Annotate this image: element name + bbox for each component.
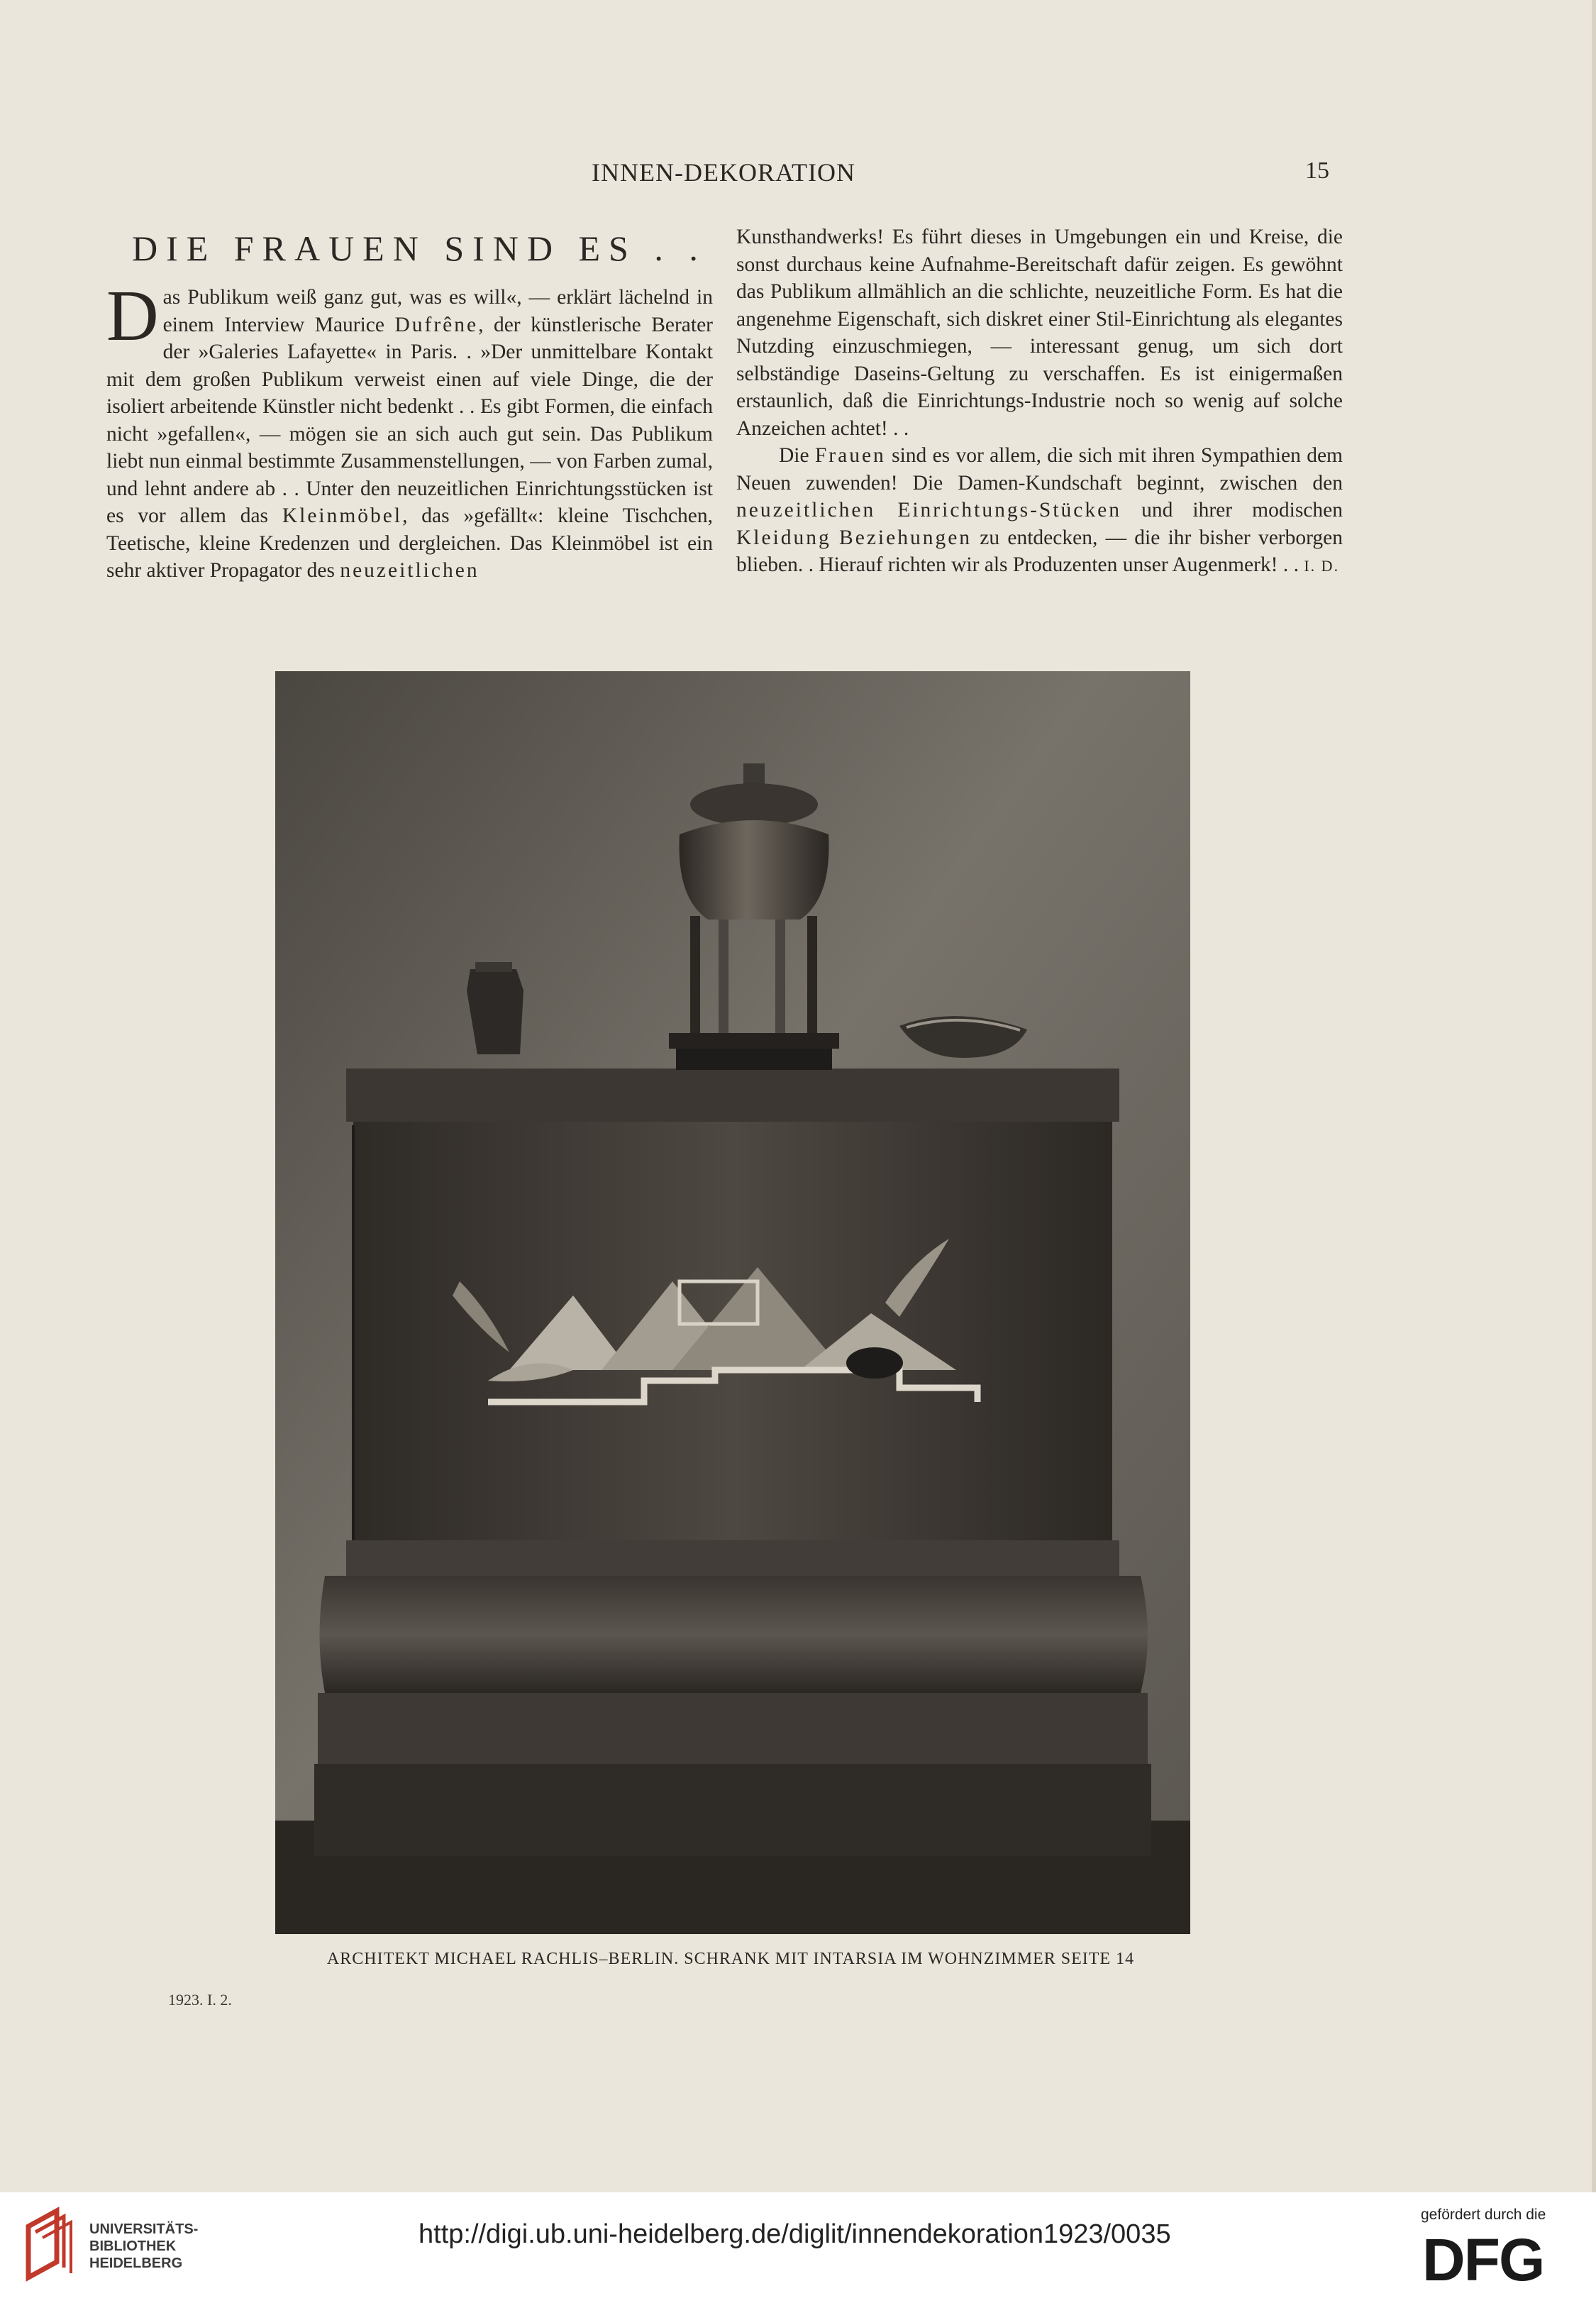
emphasis-kleinmoebel: Kleinmöbel <box>282 504 403 527</box>
article-paragraph: Die Frauen sind es vor allem, die sich mit ihren Sympathien dem Neuen zuwenden! Die Damen-Kundschaft beginnt, zwischen den neuzeitlichen Einrichtungs-Stücken und ihrer modischen Kleidung Beziehungen zu entdecken, — die ihr bisher verborgen blieben. . Hierauf richten wir als Produzenten unser Augenmerk! . . I. D. <box>736 444 1343 576</box>
university-library-logo[interactable] <box>14 2205 79 2287</box>
photo-plate-cabinet <box>275 671 1190 1934</box>
cabinet-photograph <box>275 671 1190 1934</box>
plate-caption: ARCHITEKT MICHAEL RACHLIS–BERLIN. SCHRANK MIT INTARSIA IM WOHNZIMMER SEITE 14 <box>326 1950 1135 1968</box>
emphasis-neuzeitlichen: neuzeitlichen <box>340 559 480 582</box>
emphasis-einrichtungs: neuzeitlichen Einrichtungs-Stücken <box>736 499 1121 521</box>
article-column-right <box>736 223 1343 580</box>
emphasis-kleidung: Kleidung <box>736 526 831 549</box>
page-number: 15 <box>1305 158 1329 184</box>
emphasis-beziehungen: Beziehungen <box>839 526 972 549</box>
drop-cap: D <box>106 276 159 356</box>
article-paragraph: Das Publikum weiß ganz gut, was es will«, — erklärt lächelnd in einem Interview Maurice Dufrêne, der künstlerische Berater der »Galeries Lafayette« in Paris. . »Der unmittelbare Kontakt mit dem großen Publikum verweist einen auf viele Dinge, die der isoliert arbeitende Künstler nicht bedenkt . . Es gibt Formen, die einfach nicht »gefallen«, — mögen sie an sich auch gut sein. Das Publikum liebt nun einmal bestimmte Zusammenstellungen, — von Farben zumal, und lehnt andere ab . . Unter den neuzeitlichen Einrichtungsstücken ist es vor allem das Kleinmöbel, das »gefällt«: kleine Tischchen, Teetische, kleine Kredenzen und dergleichen. Das Kleinmöbel ist ein sehr aktiver Propagator des neuzeitlichen <box>106 276 714 582</box>
emphasis-name: Dufrêne <box>394 313 479 336</box>
dfg-logo[interactable]: DFG <box>1422 2226 1544 2293</box>
article-title: DIE FRAUEN SIND ES . . <box>132 228 706 268</box>
emphasis-frauen: Frauen <box>814 444 886 467</box>
article-column-left <box>106 227 713 585</box>
page-edge <box>1592 0 1596 2192</box>
edition-mark: 1923. I. 2. <box>168 1991 232 2009</box>
running-head: INNEN-DEKORATION <box>592 158 855 187</box>
institution-name: UNIVERSITÄTS- BIBLIOTHEK HEIDELBERG <box>89 2221 199 2271</box>
article-paragraph: Kunsthandwerks! Es führt dieses in Umgebungen ein und Kreise, die sonst durchaus keine Aufnahme-Bereitschaft dafür zeigen. Es gewöhnt das Publikum allmählich an die schlichte, neuzeitliche Form. Es hat die angenehme Eigenschaft, sich diskret einer Stil-Einrichtung als elegantes Nutzding einzuschmiegen, — interessant genug, um sich dort selbständige Daseins-Geltung zu verschaffen. Es ist einigermaßen erstaunlich, daß die Einrichtungs-Industrie noch so wenig auf solche Anzeichen achtet! . . <box>736 226 1343 440</box>
author-signature: I. D. <box>1304 557 1340 575</box>
permalink-url[interactable]: http://digi.ub.uni-heidelberg.de/diglit/innendekoration1923/0035 <box>419 2219 1171 2249</box>
funded-by-label: gefördert durch die <box>1421 2207 1546 2223</box>
library-book-icon <box>14 2205 79 2283</box>
